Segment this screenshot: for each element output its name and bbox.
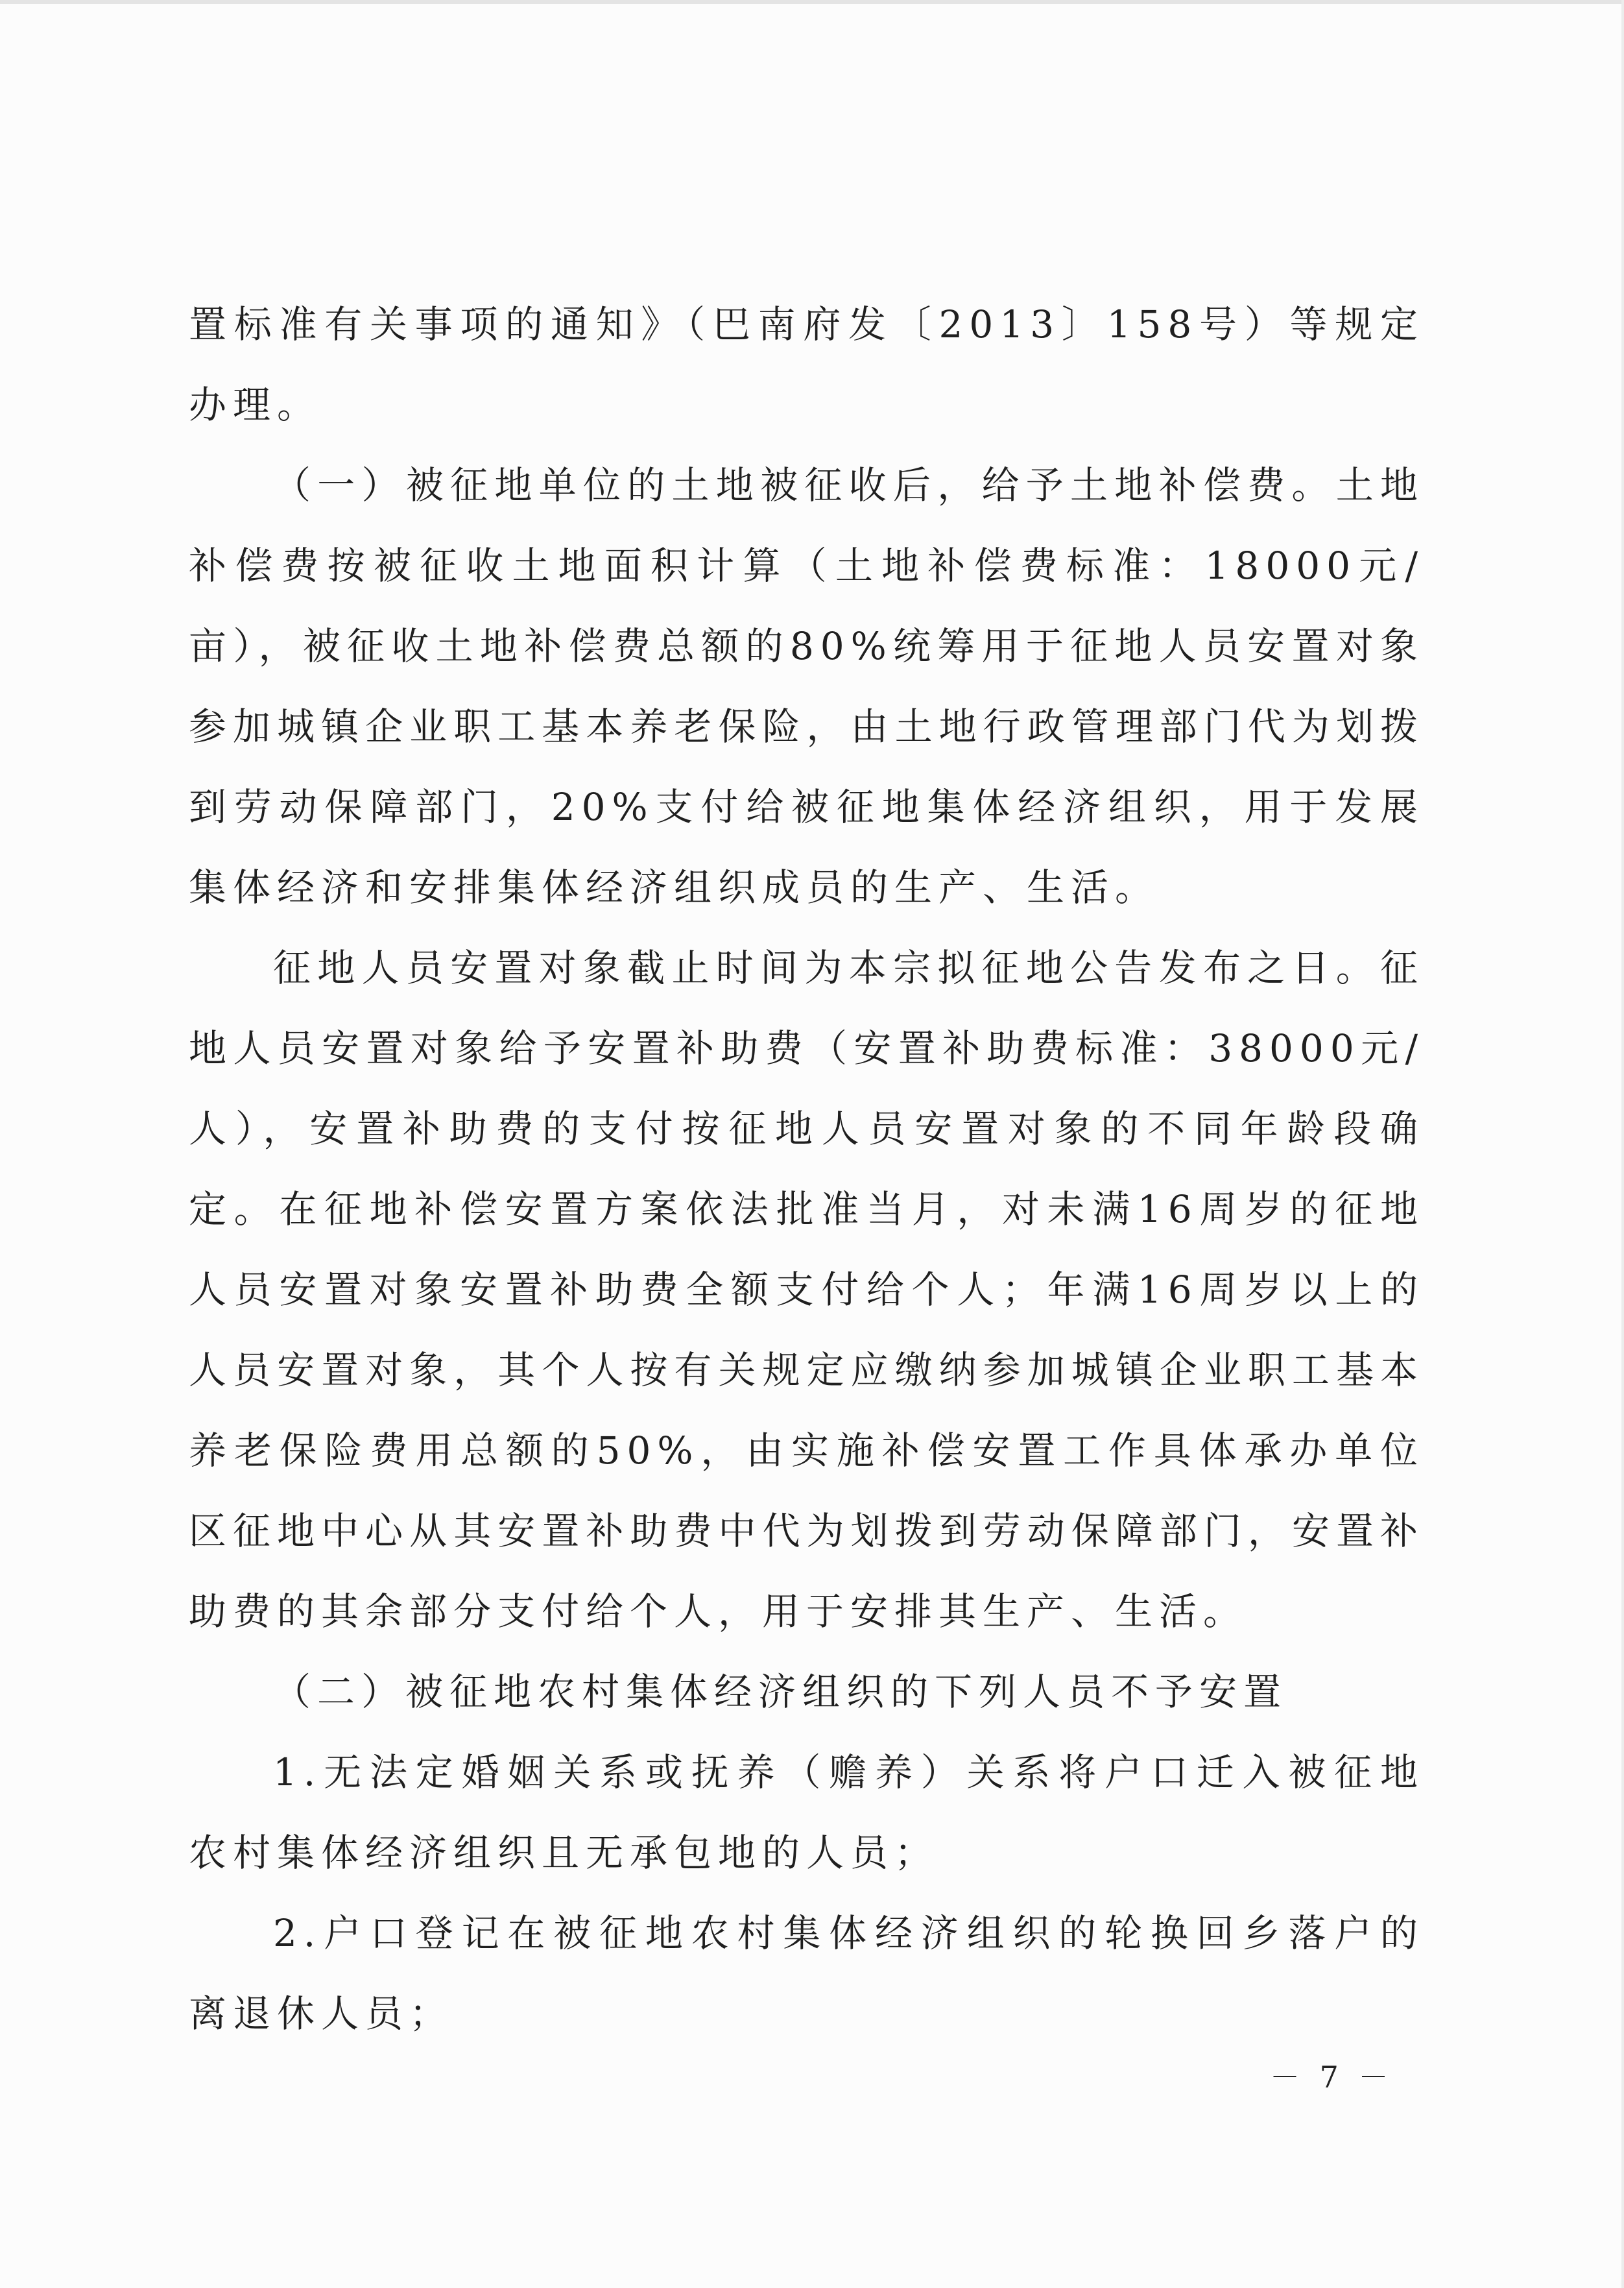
- document-body: [189, 284, 1424, 2054]
- page-number: － 7 －: [1270, 2060, 1394, 2095]
- paragraph-section-two-heading: （二）被征地农村集体经济组织的下列人员不予安置: [273, 1670, 1288, 1714]
- paragraph-item-2: 2.户口登记在被征地农村集体经济组织的轮换回乡落户的离退休人员；: [189, 1911, 1424, 2036]
- scan-edge-right: [1621, 0, 1624, 2288]
- paragraph-item-1: 1.无法定婚姻关系或抚养（赡养）关系将户口迁入被征地农村集体经济组织且无承包地的人员；: [189, 1750, 1424, 1875]
- paragraph-continuation: 置标准有关事项的通知》（巴南府发〔2013〕158号）等规定办理。: [189, 302, 1424, 427]
- paragraph-resettlement-subsidy: 征地人员安置对象截止时间为本宗拟征地公告发布之日。征地人员安置对象给予安置补助费（安置补助费标准：38000元/人），安置补助费的支付按征地人员安置对象的不同年龄段确定。在征地补偿安置方案依法批准当月，对未满16周岁的征地人员安置对象安置补助费全额支付给个人；年满16周岁以上的人员安置对象，其个人按有关规定应缴纳参加城镇企业职工基本养老保险费用总额的50%，由实施补偿安置工作具体承办单位区征地中心从其安置补助费中代为划拨到劳动保障部门，安置补助费的其余部分支付给个人，用于安排其生产、生活。: [189, 946, 1424, 1633]
- paragraph-land-compensation: （一）被征地单位的土地被征收后，给予土地补偿费。土地补偿费按被征收土地面积计算（土地补偿费标准：18000元/亩），被征收土地补偿费总额的80%统筹用于征地人员安置对象参加城镇企业职工基本养老保险，由土地行政管理部门代为划拨到劳动保障部门，20%支付给被征地集体经济组织，用于发展集体经济和安排集体经济组织成员的生产、生活。: [189, 463, 1424, 909]
- scan-edge-top: [0, 0, 1624, 4]
